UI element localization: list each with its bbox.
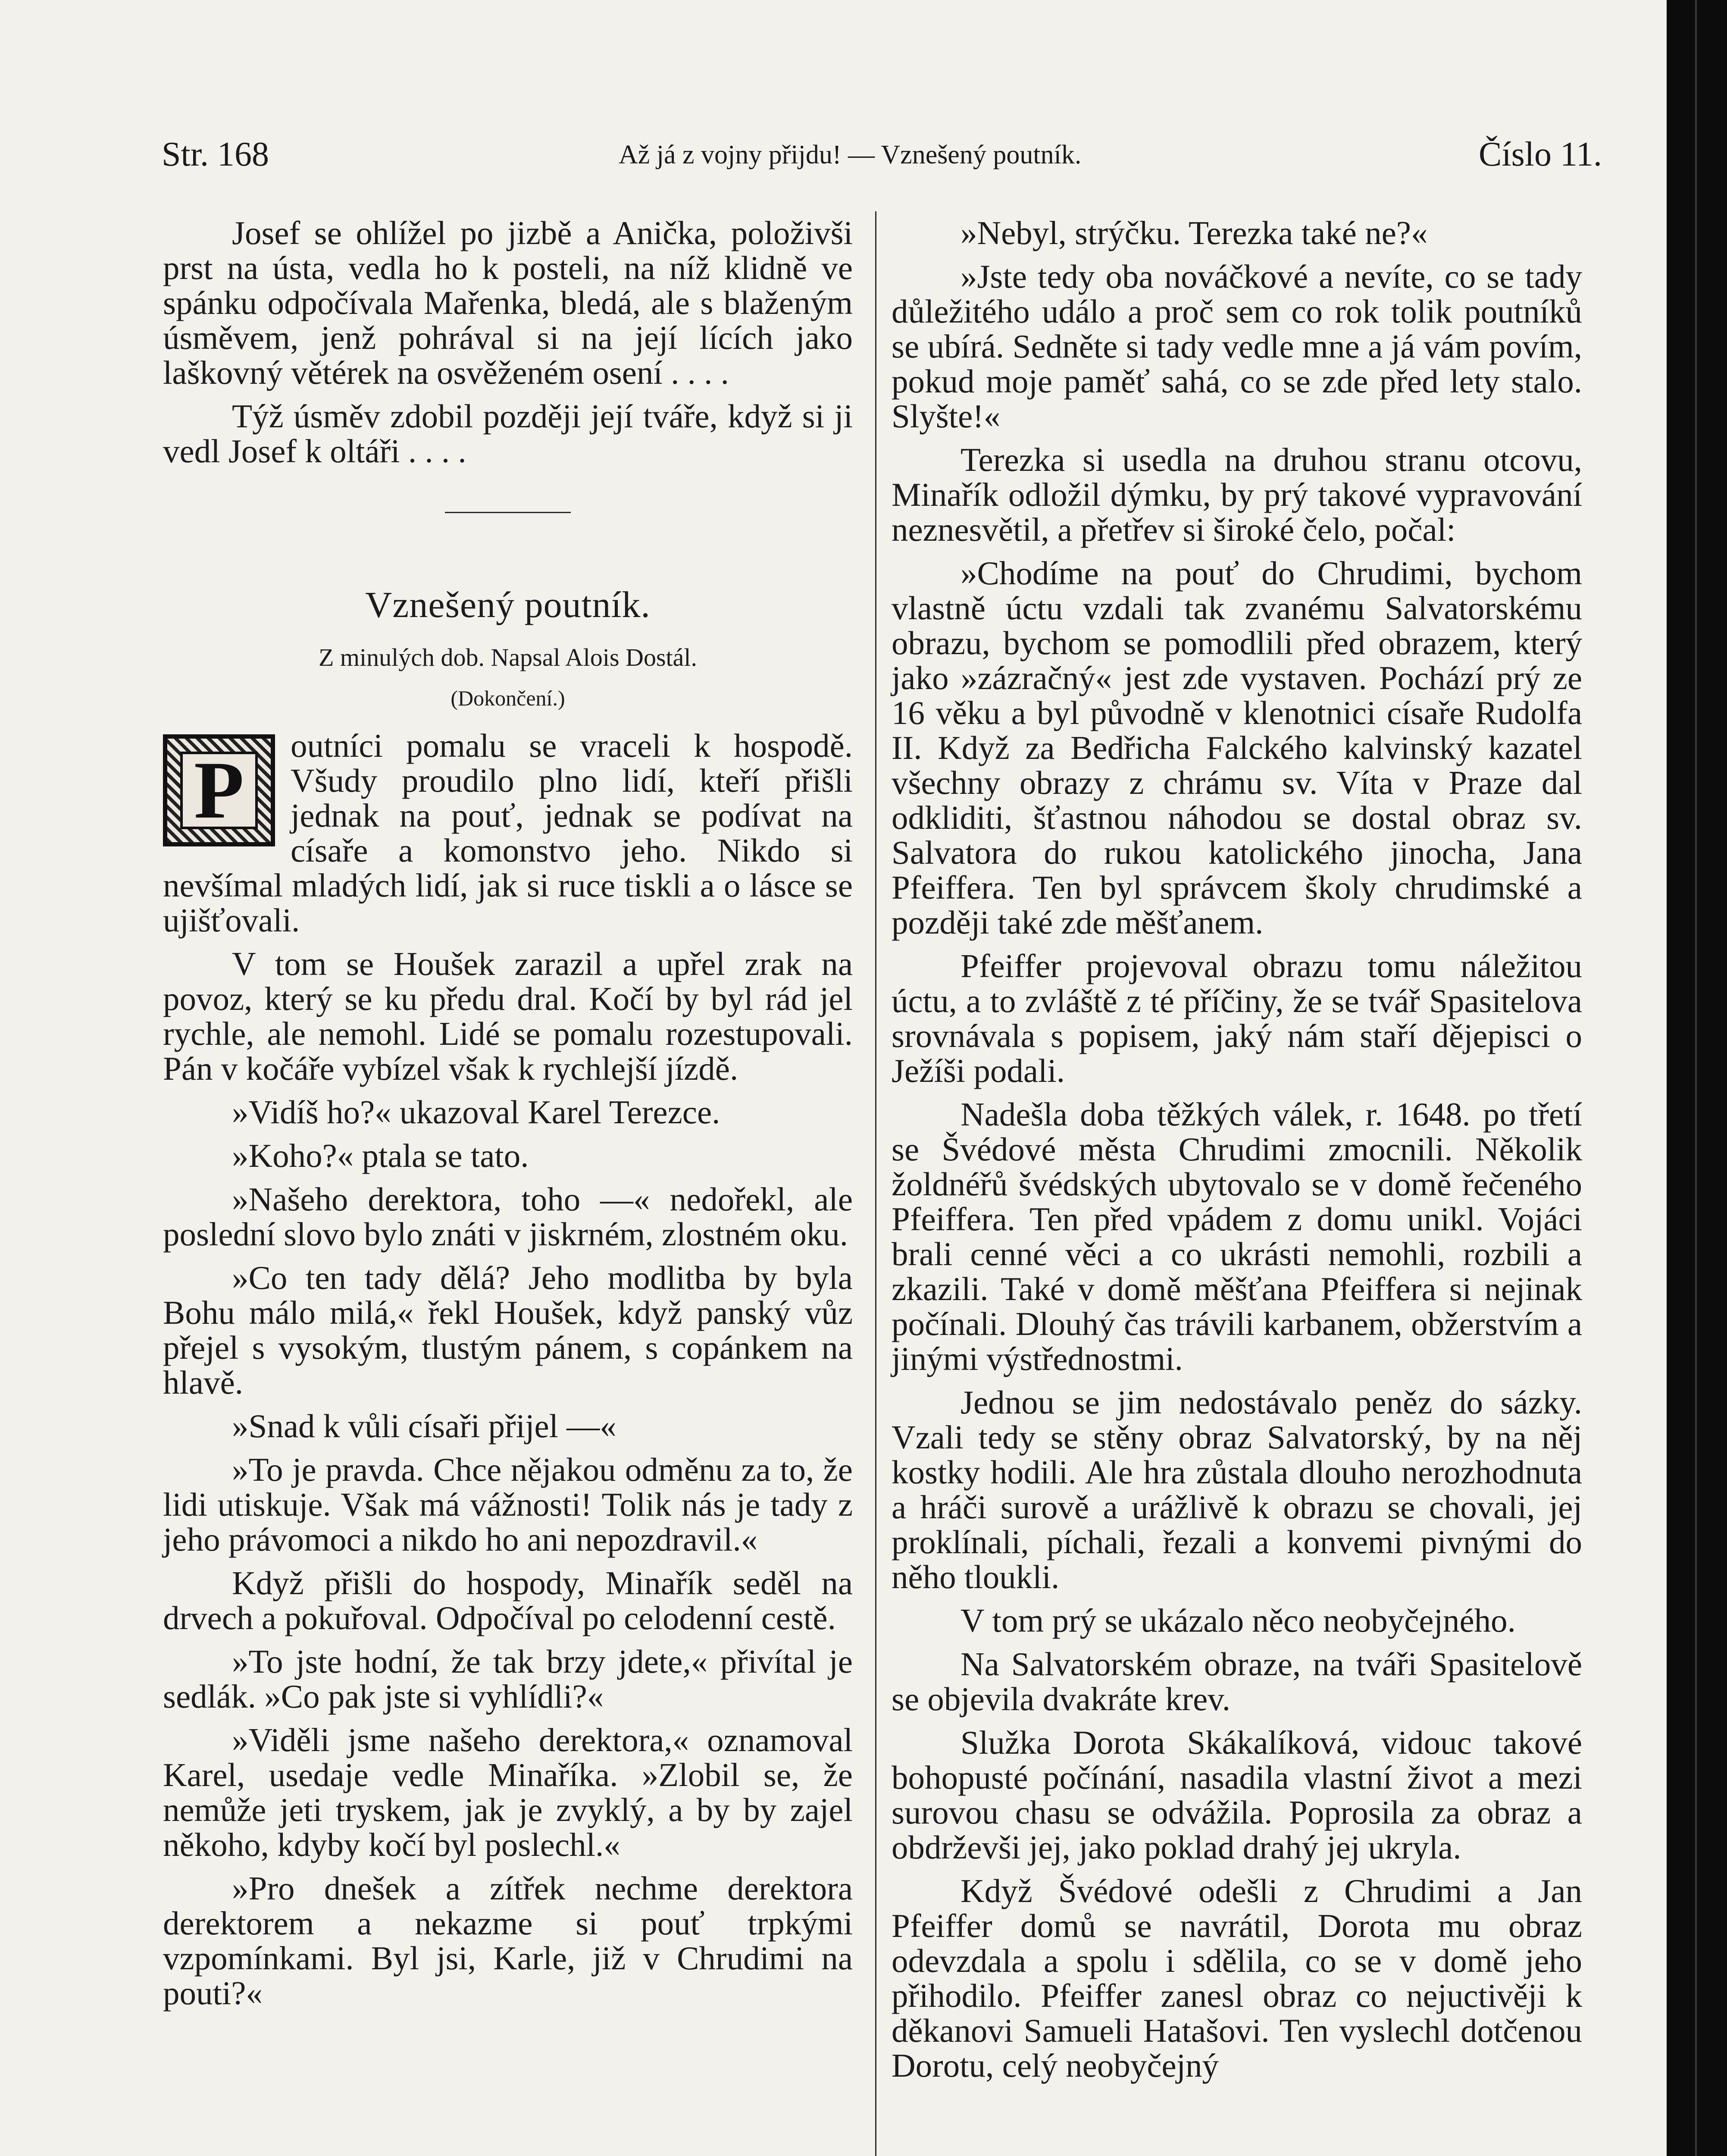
right-column (892, 216, 1582, 2092)
first-paragraph (163, 728, 853, 938)
paragraph: »Chodíme na pouť do Chrudimi, bychom vlastně úctu vzdali tak zvanému Salvatorskému obrazu, bychom se pomodlili před obrazem, který jako »zázračný« jest zde vystaven. Pochází prý ze 16 věku a byl původně v klenotnici císaře Rudolfa II. Když za Bedřicha Falckého kalvinský kazatel všechny obrazy z chrámu sv. Víta v Praze dal odkliditi, šťastnou náhodou se dostal obraz sv. Salvatora do rukou katolického jinocha, Jana Pfeiffera. Ten byl správcem školy chrudimské a později také zde měšťanem. (892, 555, 1582, 941)
paragraph: Když Švédové odešli z Chrudimi a Jan Pfeiffer domů se navrátil, Dorota mu obraz odevzdala a spolu i sdělila, co se v domě jeho přihodilo. Pfeiffer zanesl obraz co nejuctivěji k děkanovi Samueli Hatašovi. Ten vyslechl dotčenou Dorotu, celý neobyčejný (892, 1872, 1582, 2084)
article-byline: Z minulých dob. Napsal Alois Dostál. (319, 643, 697, 671)
paragraph: »Našeho derektora, toho —« nedořekl, ale poslední slovo bylo znáti v jiskrném, zlostném oku. (163, 1181, 853, 1253)
paragraph: »Pro dnešek a zítřek nechme derektora derektorem a nekazme si pouť trpkými vzpomínkami. Byl jsi, Karle, již v Chrudimi na pouti?« (163, 1870, 853, 2012)
article-continuation: (Dokončení.) (451, 686, 565, 711)
paragraph: Josef se ohlížel po jizbě a Anička, položivši prst na ústa, vedla ho k posteli, na níž klidně ve spánku odpočívala Mařenka, bledá, ale s blaženým úsměvem, jenž pohrával si na její lících jako laškovný větérek na osvěženém osení . . . . (163, 214, 853, 391)
paragraph: Nadešla doba těžkých válek, r. 1648. po třetí se Švédové města Chrudimi zmocnili. Několik žoldnéřů švédských ubytovalo se v domě řečeného Pfeiffera. Ten před vpádem z domu unikl. Vojáci brali cenné věci a co ukrásti nemohli, rozbili a zkazili. Také v domě měšťana Pfeiffera si nejinak počínali. Dlouhý čas trávili karbanem, obžerstvím a jinými výstřednostmi. (892, 1096, 1582, 1377)
first-paragraph-text: outníci pomalu se vraceli k hospodě. Všudy proudilo plno lidí, kteří přišli jednak na pouť, jednak se podívat na císaře a komonstvo jeho. Nikdo si nevšímal mladých lidí, jak si ruce tiskli a o lásce se ujišťovali. (163, 727, 853, 939)
paragraph: Terezka si usedla na druhou stranu otcovu, Minařík odložil dýmku, by prý takové vypravování neznesvětil, a přetřev si široké čelo, počal: (892, 441, 1582, 548)
paragraph: Když přišli do hospody, Minařík seděl na drvech a pokuřoval. Odpočíval po celodenní cestě. (163, 1564, 853, 1637)
left-column (163, 216, 853, 2019)
paragraph: »Jste tedy oba nováčkové a nevíte, co se tady důležitého událo a proč sem co rok tolik poutníků se ubírá. Sedněte si tady vedle mne a já vám povím, pokud moje paměť sahá, co se zde před lety stalo. Slyšte!« (892, 258, 1582, 435)
scan-edge-line (1695, 0, 1697, 2156)
paragraph: Pfeiffer projevoval obrazu tomu náležitou úctu, a to zvláště z té příčiny, že se tvář Spasitelova srovnávala s popisem, jaký nám staří dějepisci o Ježíši podali. (892, 947, 1582, 1089)
paragraph: »Viděli jsme našeho derektora,« oznamoval Karel, usedaje vedle Minaříka. »Zlobil se, že nemůže jeti tryskem, jak je zvyklý, a by by zajel někoho, kdyby kočí byl poslechl.« (163, 1721, 853, 1864)
paragraph: »To jste hodní, že tak brzy jdete,« přivítal je sedlák. »Co pak jste si vyhlídli?« (163, 1643, 853, 1715)
paragraph: Služka Dorota Skákalíková, vidouc takové bohopusté počínání, nasadila vlastní život a mezi surovou chasu se odvážila. Poprosila za obraz a obdrževši jej, jako poklad drahý jej ukryla. (892, 1724, 1582, 1866)
paragraph: »Snad k vůli císaři přijel —« (232, 1407, 616, 1445)
paragraph: »Vidíš ho?« ukazoval Karel Terezce. (232, 1094, 720, 1131)
paragraph: V tom se Houšek zarazil a upřel zrak na povoz, který se ku předu dral. Kočí by byl rád jel rychle, ale nemohl. Lidé se pomalu rozestupovali. Pán v kočáře vybízel však k rychlejší jízdě. (163, 945, 853, 1087)
paragraph: »Co ten tady dělá? Jeho modlitba by byla Bohu málo milá,« řekl Houšek, když panský vůz přejel s vysokým, tlustým pánem, s copánkem na hlavě. (163, 1259, 853, 1401)
article-title: Vznešený poutník. (365, 584, 651, 625)
column-divider (875, 211, 876, 2156)
paragraph: »To je pravda. Chce nějakou odměnu za to, že lidi utiskuje. Však má vážnosti! Tolik nás je tady z jeho právomoci a nikdo ho ani nepozdravil.« (163, 1451, 853, 1558)
running-title: Až já z vojny přijdu! — Vznešený poutník. (619, 140, 1082, 169)
drop-cap-ornament (163, 734, 275, 846)
paragraph: Týž úsměv zdobil později její tváře, když si ji vedl Josef k oltáři . . . . (163, 398, 853, 470)
paragraph: »Nebyl, strýčku. Terezka také ne?« (960, 214, 1428, 251)
paragraph: Na Salvatorském obraze, na tváři Spasitelově se objevila dvakráte krev. (892, 1645, 1582, 1717)
paragraph: »Koho?« ptala se tato. (232, 1137, 529, 1175)
page-number: Str. 168 (162, 135, 269, 173)
paragraph: Jednou se jim nedostávalo peněz do sázky. Vzali tedy se stěny obraz Salvatorský, by na něj kostky hodili. Ale hra zůstala dlouho nerozhodnuta a hráči surově a urážlivě k obrazu se chovali, jej proklínali, píchali, řezali a konvemi pivnými do něho tloukli. (892, 1384, 1582, 1595)
paragraph: V tom prý se ukázalo něco neobyčejného. (960, 1602, 1516, 1639)
drop-cap-letter: P (180, 752, 258, 829)
section-divider (445, 512, 571, 513)
issue-number: Číslo 11. (1479, 135, 1602, 173)
scan-edge (1667, 0, 1727, 2156)
